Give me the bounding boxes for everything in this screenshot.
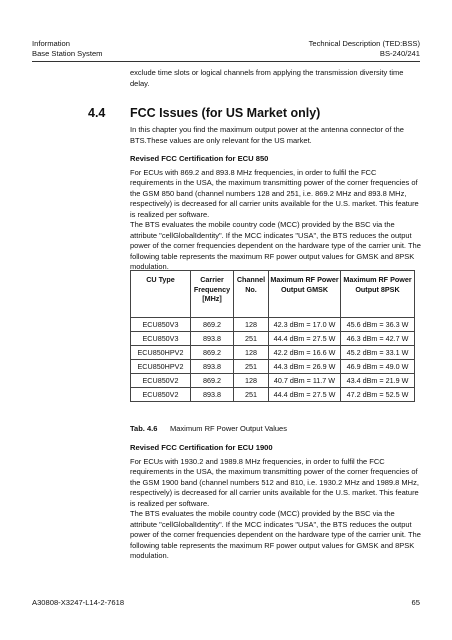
cell-channel: 251 xyxy=(234,360,269,374)
cell-cu-type: ECU850V3 xyxy=(131,332,191,346)
cell-frequency: 869.2 xyxy=(191,346,234,360)
col-header-gmsk: Maximum RF Power Output GMSK xyxy=(269,271,341,318)
header-category: Information xyxy=(32,39,70,48)
subsection-1900 xyxy=(130,443,422,562)
cell-channel: 128 xyxy=(234,346,269,360)
cell-channel: 251 xyxy=(234,332,269,346)
cell-8psk: 45.2 dBm = 33.1 W xyxy=(341,346,415,360)
cell-channel: 128 xyxy=(234,374,269,388)
footer-doc-id: A30808-X3247-L14-2-7618 xyxy=(32,598,125,607)
table-row xyxy=(131,332,415,346)
cell-8psk: 47.2 dBm = 52.5 W xyxy=(341,388,415,402)
intro-block xyxy=(130,68,422,89)
header-right xyxy=(309,39,420,59)
cell-frequency: 893.8 xyxy=(191,332,234,346)
cell-gmsk: 40.7 dBm = 11.7 W xyxy=(269,374,341,388)
cell-gmsk: 44.4 dBm = 27.5 W xyxy=(269,332,341,346)
cell-frequency: 893.8 xyxy=(191,388,234,402)
header-left xyxy=(32,39,103,59)
cell-cu-type: ECU850V2 xyxy=(131,388,191,402)
section-title: FCC Issues (for US Market only) xyxy=(130,106,321,120)
table-header-row xyxy=(131,271,415,318)
header-system: Base Station System xyxy=(32,49,103,58)
header-model: BS-240/241 xyxy=(379,49,420,58)
subsection-1900-heading: Revised FCC Certification for ECU 1900 xyxy=(130,443,273,452)
subsection-850-para1: For ECUs with 869.2 and 893.8 MHz frequencies, in order to fulfil the FCC requirements in the USA, the maximum transmitting power of the corner frequencies of the GSM 850 band (channel numbers 128 and 251, i.e. 869.2 MHz and 893.8 MHz, respectively) is decreased for all carrier units available for the U.S. market. This feature is realized per software. xyxy=(130,167,419,219)
page-footer xyxy=(32,598,420,607)
cell-frequency: 869.2 xyxy=(191,318,234,332)
col-header-channel-no: Channel No. xyxy=(234,271,269,318)
intro-paragraph: exclude time slots or logical channels from applying the transmission diversity time delay. xyxy=(130,68,404,88)
subsection-850-heading: Revised FCC Certification for ECU 850 xyxy=(130,154,269,163)
cell-cu-type: ECU850V3 xyxy=(131,318,191,332)
subsection-850-para2: The BTS evaluates the mobile country code (MCC) provided by the BSC via the attribute "cellGlobalIdentity". If the MCC indicates "USA", the BTS reduces the output power of the corner frequencies dependent on the hardware type of the carrier unit. The following table represents the maximum RF power output values for GMSK and 8PSK modulation. xyxy=(130,220,421,271)
table-row xyxy=(131,318,415,332)
section-intro: In this chapter you find the maximum output power at the antenna connector of the BTS.These values are only relevant for the US market. xyxy=(130,125,404,145)
table-caption-text: Maximum RF Power Output Values xyxy=(170,424,287,433)
cell-gmsk: 42.3 dBm = 17.0 W xyxy=(269,318,341,332)
subsection-1900-para1: For ECUs with 1930.2 and 1989.8 MHz frequencies, in order to fulfil the FCC requirements in the USA, the maximum transmitting power of the corner frequencies of the GSM 1900 band (channel numbers 512 and 810, i.e. 1930.2 MHz and 1989.8 MHz, respectively) is decreased for all carrier units available for the U.S. market. This feature is realized per software. xyxy=(130,456,419,508)
table-row xyxy=(131,346,415,360)
cell-8psk: 45.6 dBm = 36.3 W xyxy=(341,318,415,332)
cell-cu-type: ECU850HPV2 xyxy=(131,360,191,374)
cell-8psk: 46.9 dBm = 49.0 W xyxy=(341,360,415,374)
cell-gmsk: 42.2 dBm = 16.6 W xyxy=(269,346,341,360)
power-output-table xyxy=(130,270,415,402)
table-caption-label: Tab. 4.6 xyxy=(130,424,158,433)
table-row xyxy=(131,388,415,402)
page-header xyxy=(32,39,420,59)
section-heading xyxy=(88,106,320,120)
col-header-carrier-frequency: Carrier Frequency [MHz] xyxy=(191,271,234,318)
cell-cu-type: ECU850V2 xyxy=(131,374,191,388)
cell-8psk: 46.3 dBm = 42.7 W xyxy=(341,332,415,346)
table-row xyxy=(131,360,415,374)
table-caption xyxy=(130,424,422,435)
cell-frequency: 869.2 xyxy=(191,374,234,388)
cell-8psk: 43.4 dBm = 21.9 W xyxy=(341,374,415,388)
header-doc-title: Technical Description (TED:BSS) xyxy=(308,39,420,48)
cell-gmsk: 44.3 dBm = 26.9 W xyxy=(269,360,341,374)
table-block xyxy=(130,270,422,402)
cell-channel: 128 xyxy=(234,318,269,332)
header-divider xyxy=(32,61,420,62)
cell-channel: 251 xyxy=(234,388,269,402)
col-header-cu-type: CU Type xyxy=(131,271,191,318)
cell-gmsk: 44.4 dBm = 27.5 W xyxy=(269,388,341,402)
section-body xyxy=(130,125,422,273)
cell-frequency: 893.8 xyxy=(191,360,234,374)
table-row xyxy=(131,374,415,388)
section-number: 4.4 xyxy=(88,106,106,120)
col-header-8psk: Maximum RF Power Output 8PSK xyxy=(341,271,415,318)
cell-cu-type: ECU850HPV2 xyxy=(131,346,191,360)
page-number: 65 xyxy=(411,598,420,607)
subsection-1900-para2: The BTS evaluates the mobile country code (MCC) provided by the BSC via the attribute "cellGlobalIdentity". If the MCC indicates "USA", the BTS reduces the output power of the corner frequencies dependent on the hardware type of the carrier unit. The following table represents the maximum RF power output values for GMSK and 8PSK modulation. xyxy=(130,509,421,560)
